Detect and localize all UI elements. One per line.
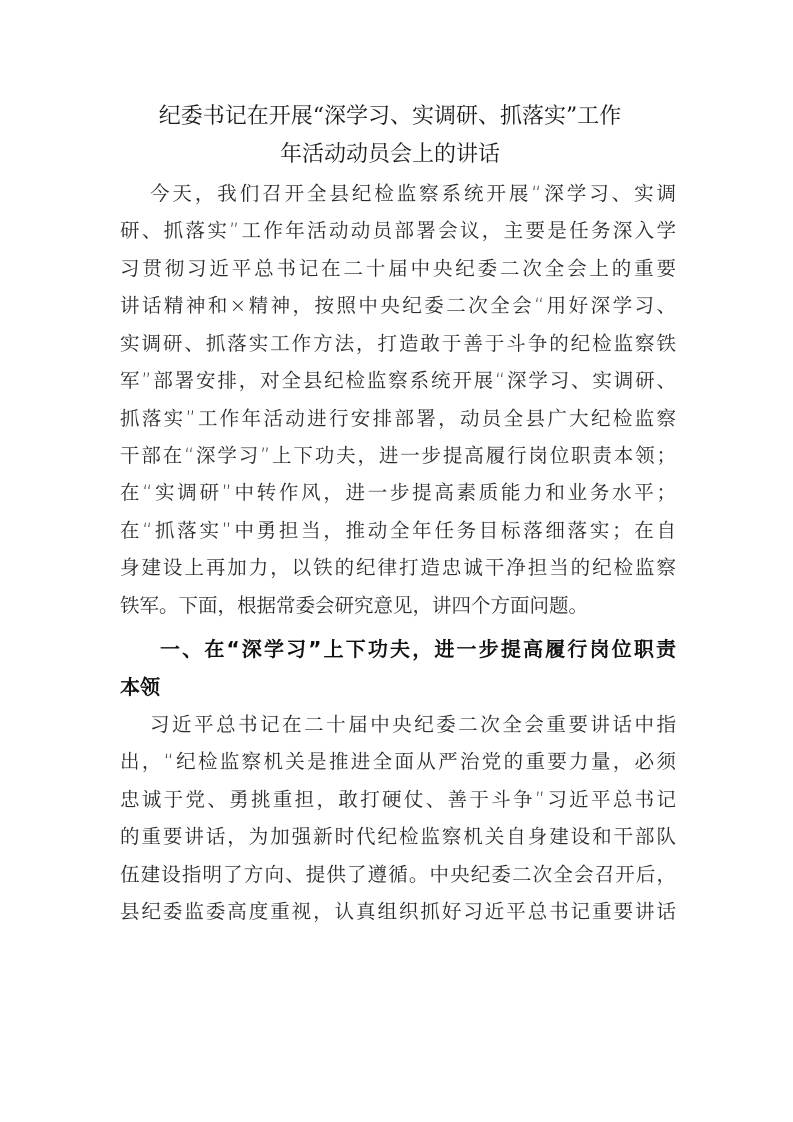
paragraph-line: 的重要讲话，为加强新时代纪检监察机关自身建设和干部队 bbox=[120, 825, 676, 848]
section-heading-line: 本领 bbox=[120, 675, 160, 699]
document-title-line-1: 纪委书记在开展“深学习、实调研、抓落实”工作 bbox=[158, 104, 622, 129]
paragraph-line: 县纪委监委高度重视，认真组织抓好习近平总书记重要讲话 bbox=[120, 900, 676, 923]
paragraph-line: 讲话精神和×精神，按照中央纪委二次全会“用好深学习、 bbox=[120, 294, 676, 317]
paragraph-line: 在“实调研”中转作风，进一步提高素质能力和业务水平； bbox=[120, 481, 676, 504]
paragraph-line: 习贯彻习近平总书记在二十届中央纪委二次全会上的重要 bbox=[120, 257, 676, 280]
document-title-line-2: 年活动动员会上的讲话 bbox=[279, 142, 500, 167]
paragraph-line: 抓落实”工作年活动进行安排部署，动员全县广大纪检监察 bbox=[120, 407, 676, 430]
paragraph-line: 铁军。下面，根据常委会研究意见，讲四个方面问题。 bbox=[120, 594, 589, 617]
section-heading-line: 一、在“深学习”上下功夫，进一步提高履行岗位职责 bbox=[160, 637, 676, 661]
paragraph-line: 身建设上再加力，以铁的纪律打造忠诚干净担当的纪检监察 bbox=[120, 556, 676, 579]
paragraph-line: 出，“纪检监察机关是推进全面从严治党的重要力量，必须 bbox=[120, 750, 676, 773]
paragraph-line: 实调研、抓落实工作方法，打造敢于善于斗争的纪检监察铁 bbox=[120, 332, 676, 355]
paragraph-line: 干部在“深学习”上下功夫，进一步提高履行岗位职责本领； bbox=[120, 444, 676, 467]
paragraph-line: 习近平总书记在二十届中央纪委二次全会重要讲话中指 bbox=[150, 713, 676, 736]
paragraph-line: 军”部署安排，对全县纪检监察系统开展“深学习、实调研、 bbox=[120, 369, 676, 392]
paragraph-line: 忠诚于党、勇挑重担，敢打硬仗、善于斗争”习近平总书记 bbox=[120, 788, 676, 811]
paragraph-line: 研、抓落实”工作年活动动员部署会议，主要是任务深入学 bbox=[120, 219, 676, 242]
paragraph-line: 在“抓落实”中勇担当，推动全年任务目标落细落实；在自 bbox=[120, 519, 676, 542]
paragraph-line: 伍建设指明了方向、提供了遵循。中央纪委二次全会召开后， bbox=[120, 863, 676, 886]
paragraph-line: 今天，我们召开全县纪检监察系统开展“深学习、实调 bbox=[150, 182, 676, 205]
